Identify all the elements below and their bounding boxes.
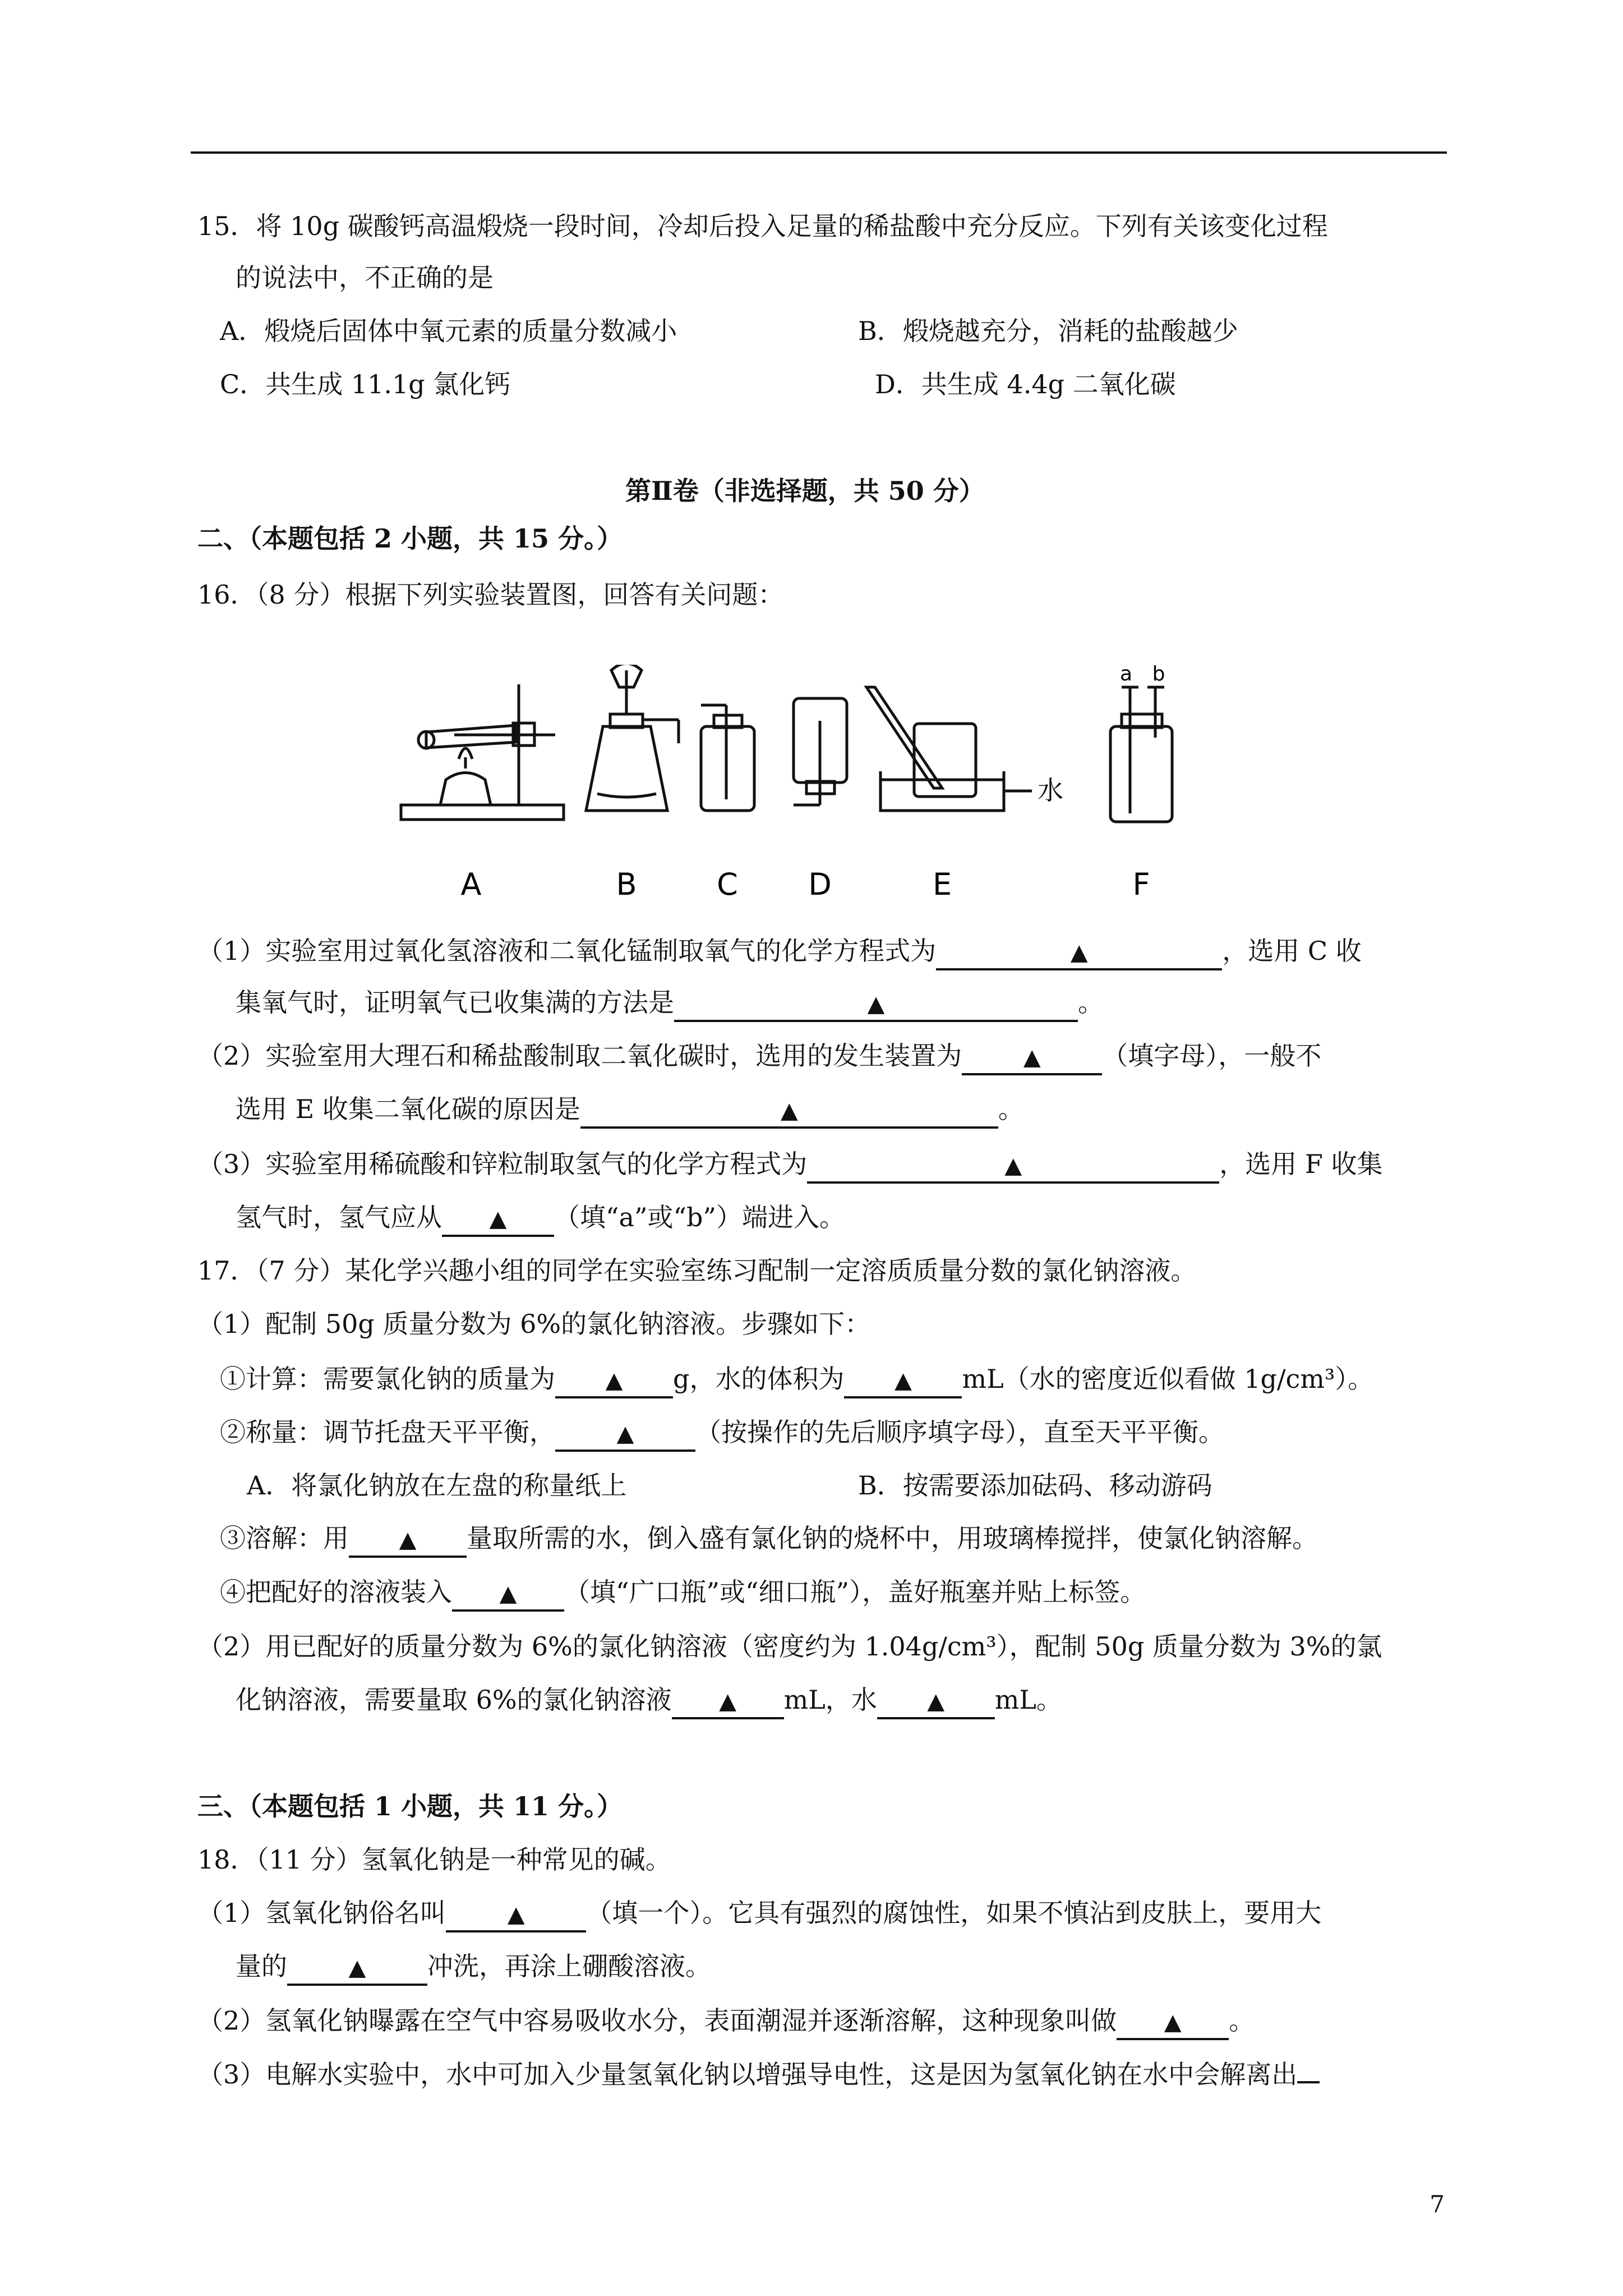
apparatus-label-a: A — [460, 867, 482, 900]
q16-part2-line2 — [236, 1092, 1024, 1129]
port-a-label: a — [1119, 665, 1133, 685]
answer-blank[interactable] — [936, 935, 1222, 970]
q18-part1-text-d: 冲洗，再涂上硼酸溶液。 — [427, 1951, 711, 1981]
q16-part3-text-b: ，选用 F 收集 — [1219, 1149, 1383, 1179]
blank-triangle-icon: ▲ — [1004, 1153, 1022, 1179]
blank-triangle-icon: ▲ — [616, 1421, 634, 1447]
q17-step4-text-b: （填“广口瓶”或“细口瓶”），盖好瓶塞并贴上标签。 — [564, 1577, 1146, 1607]
q18-part1-text-a: （1）氢氧化钠俗名叫 — [197, 1898, 446, 1928]
apparatus-d-inverted-bottle — [794, 698, 847, 805]
q17-step4-text-a: ④把配好的溶液装入 — [220, 1577, 452, 1607]
q18-part1-text-b: （填一个）。它具有强烈的腐蚀性，如果不慎沾到皮肤上，要用大 — [586, 1898, 1322, 1928]
q18-stem: 18．（11 分）氢氧化钠是一种常见的碱。 — [197, 1844, 671, 1875]
q17-step1-text-c: mL（水的密度近似看做 1g/cm³）。 — [962, 1364, 1374, 1394]
answer-blank[interactable] — [844, 1363, 962, 1398]
q16-part2-text-b: （填字母），一般不 — [1102, 1041, 1322, 1071]
q16-part2-text-a: （2）实验室用大理石和稀盐酸制取二氧化碳时，选用的发生装置为 — [197, 1041, 962, 1071]
q17-step3 — [220, 1521, 1318, 1558]
q16-part1-text-a: （1）实验室用过氧化氢溶液和二氧化锰制取氧气的化学方程式为 — [197, 936, 937, 966]
blank-triangle-icon: ▲ — [867, 991, 885, 1017]
q17-part2-line1: （2）用已配好的质量分数为 6%的氯化钠溶液（密度约为 1.04g/cm³），配制 50g 质量分数为 3%的氯 — [197, 1631, 1382, 1662]
page-number: 7 — [1430, 2191, 1445, 2218]
answer-blank[interactable] — [446, 1897, 586, 1932]
answer-blank[interactable] — [555, 1363, 673, 1398]
answer-blank[interactable] — [877, 1684, 995, 1719]
part2-title: 第Ⅱ卷（非选择题，共 50 分） — [625, 476, 985, 506]
answer-blank[interactable] — [287, 1950, 427, 1986]
q16-part2-text-c: 选用 E 收集二氧化碳的原因是 — [236, 1094, 580, 1124]
answer-blank[interactable] — [962, 1040, 1102, 1075]
blank-triangle-icon: ▲ — [399, 1527, 417, 1553]
blank-triangle-icon: ▲ — [348, 1955, 366, 1981]
apparatus-e-water-trough — [866, 687, 1032, 811]
water-label: 水 — [1038, 775, 1063, 806]
q16-part1-line1 — [197, 934, 1362, 970]
q16-part3-line1 — [197, 1147, 1382, 1184]
q17-step1 — [220, 1362, 1373, 1398]
q16-part3-text-a: （3）实验室用稀硫酸和锌粒制取氢气的化学方程式为 — [197, 1149, 808, 1179]
answer-blank[interactable] — [555, 1416, 695, 1452]
q16-part3-text-d: （填“a”或“b”）端进入。 — [554, 1202, 845, 1232]
answer-blank[interactable] — [674, 987, 1078, 1022]
part2-heading: 二、（本题包括 2 小题，共 15 分。） — [197, 523, 623, 554]
q17-option-a: A．将氯化钠放在左盘的称量纸上 — [247, 1470, 627, 1501]
q18-part2-text-a: （2）氢氧化钠曝露在空气中容易吸收水分，表面潮湿并逐渐溶解，这种现象叫做 — [197, 2005, 1117, 2036]
q18-part2-text-b: 。 — [1229, 2005, 1255, 2036]
blank-triangle-icon: ▲ — [1164, 2009, 1182, 2035]
blank-triangle-icon: ▲ — [1023, 1045, 1041, 1070]
blank-triangle-icon: ▲ — [780, 1098, 798, 1124]
q16-part3-text-c: 氢气时，氢气应从 — [236, 1202, 442, 1232]
q18-part1-line2 — [236, 1949, 711, 1986]
apparatus-f-two-port-bottle — [1110, 687, 1172, 822]
apparatus-label-e: E — [932, 867, 952, 900]
apparatus-c-gas-bottle — [701, 705, 754, 811]
q17-part2-text-d: mL。 — [994, 1685, 1062, 1715]
answer-blank[interactable] — [1297, 2081, 1320, 2083]
q16-part1-text-c: 集氧气时，证明氧气已收集满的方法是 — [236, 987, 674, 1018]
q16-part1-text-d: 。 — [1078, 987, 1104, 1018]
answer-blank[interactable] — [580, 1093, 998, 1129]
q16-part2-text-d: 。 — [998, 1094, 1024, 1124]
answer-blank[interactable] — [807, 1148, 1219, 1184]
q18-part3-text: （3）电解水实验中，水中可加入少量氢氧化钠以增强导电性，这是因为氢氧化钠在水中会解离出 — [197, 2059, 1298, 2090]
answer-blank[interactable] — [442, 1202, 554, 1237]
q17-step4 — [220, 1575, 1146, 1612]
q17-option-b: B．按需要添加砝码、移动游码 — [858, 1470, 1212, 1501]
q16-part1-text-b: ，选用 C 收 — [1222, 936, 1362, 966]
q16-part3-line2 — [236, 1200, 845, 1237]
q17-part2-line2 — [236, 1683, 1062, 1719]
blank-triangle-icon: ▲ — [895, 1368, 912, 1393]
q18-part1-line1 — [197, 1896, 1321, 1932]
q17-step1-text-a: ①计算：需要氯化钠的质量为 — [220, 1364, 555, 1394]
answer-blank[interactable] — [672, 1684, 784, 1719]
answer-blank[interactable] — [452, 1576, 564, 1612]
q18-part3 — [197, 2058, 1320, 2091]
answer-blank[interactable] — [1117, 2005, 1229, 2040]
q15-stem-line2: 的说法中，不正确的是 — [236, 263, 494, 293]
q16-part2-line1 — [197, 1039, 1321, 1075]
q17-step3-text-a: ③溶解：用 — [220, 1523, 349, 1553]
q17-stem: 17．（7 分）某化学兴趣小组的同学在实验室练习配制一定溶质质量分数的氯化钠溶液。 — [197, 1255, 1197, 1286]
header-rule — [191, 151, 1447, 154]
blank-triangle-icon: ▲ — [499, 1581, 517, 1607]
q15-stem-line1: 15．将 10g 碳酸钙高温煅烧一段时间，冷却后投入足量的稀盐酸中充分反应。下列有关该变化过程 — [197, 211, 1328, 241]
q17-step2 — [220, 1415, 1224, 1452]
q18-part1-text-c: 量的 — [236, 1951, 287, 1981]
q17-part2-text-b: 化钠溶液，需要量取 6%的氯化钠溶液 — [236, 1685, 672, 1715]
blank-triangle-icon: ▲ — [719, 1688, 736, 1714]
q18-part2 — [197, 2004, 1255, 2040]
q17-part2-text-c: mL，水 — [783, 1685, 877, 1715]
q17-step3-text-b: 量取所需的水，倒入盛有氯化钠的烧杯中，用玻璃棒搅拌，使氯化钠溶解。 — [467, 1523, 1318, 1553]
lab-apparatus-diagram — [387, 665, 1262, 900]
blank-triangle-icon: ▲ — [605, 1368, 623, 1393]
q15-option-d: D．共生成 4.4g 二氧化碳 — [875, 369, 1176, 399]
q16-stem: 16．（8 分）根据下列实验装置图，回答有关问题： — [197, 579, 784, 610]
blank-triangle-icon: ▲ — [507, 1902, 525, 1927]
q17-part1: （1）配制 50g 质量分数为 6%的氯化钠溶液。步骤如下： — [197, 1309, 871, 1339]
apparatus-label-f: F — [1132, 867, 1150, 900]
q17-step1-text-b: g，水的体积为 — [673, 1364, 845, 1394]
q15-option-b: B．煅烧越充分，消耗的盐酸越少 — [858, 316, 1238, 346]
q15-option-c: C．共生成 11.1g 氯化钙 — [220, 369, 511, 399]
apparatus-label-d: D — [808, 867, 832, 900]
q16-part1-line2 — [236, 986, 1104, 1022]
q17-step2-text-b: （按操作的先后顺序填字母），直至天平平衡。 — [695, 1417, 1224, 1447]
blank-triangle-icon: ▲ — [1070, 940, 1088, 965]
port-b-label: b — [1152, 665, 1165, 685]
blank-triangle-icon: ▲ — [927, 1688, 945, 1714]
apparatus-label-b: B — [616, 867, 637, 900]
apparatus-a-iron-stand — [401, 684, 564, 820]
apparatus-label-c: C — [717, 867, 738, 900]
apparatus-b-conical-flask — [586, 665, 679, 811]
blank-triangle-icon: ▲ — [489, 1206, 507, 1232]
answer-blank[interactable] — [349, 1522, 467, 1558]
q15-option-a: A．煅烧后固体中氧元素的质量分数减小 — [220, 316, 677, 346]
part3-heading: 三、（本题包括 1 小题，共 11 分。） — [197, 1791, 623, 1821]
q17-step2-text-a: ②称量：调节托盘天平平衡， — [220, 1417, 555, 1447]
